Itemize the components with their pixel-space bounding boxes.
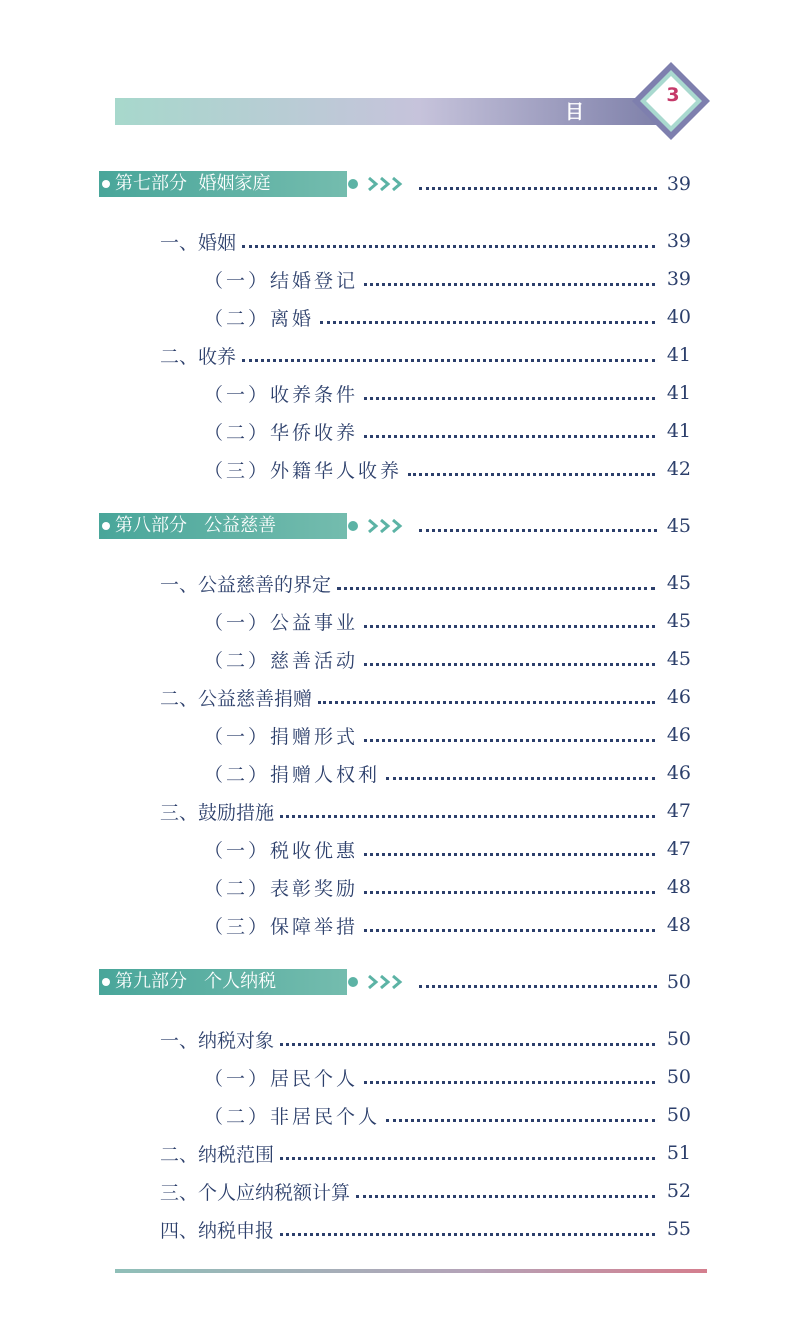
- entry-title: （二）表彰奖励: [204, 877, 359, 900]
- page-ref: 45: [666, 572, 691, 594]
- dot-leader: [280, 813, 655, 818]
- dot-leader: [242, 243, 655, 248]
- page-ref: 47: [666, 800, 691, 822]
- entry-title: 一、公益慈善的界定: [160, 573, 332, 596]
- page-ref: 51: [666, 1142, 691, 1164]
- page-ref: 47: [666, 838, 691, 860]
- toc-subentry[interactable]: [204, 874, 691, 900]
- dot-leader: [419, 975, 657, 988]
- dot-leader: [364, 281, 655, 286]
- part-title: 第七部分 婚姻家庭: [115, 173, 271, 194]
- part-heading-7[interactable]: [99, 171, 691, 197]
- dot-leader: [419, 519, 657, 532]
- entry-title: （二）离婚: [204, 307, 315, 330]
- dot-leader: [364, 623, 655, 628]
- entry-title: 一、纳税对象: [160, 1029, 275, 1052]
- toc-entry[interactable]: [160, 1026, 691, 1052]
- part-title: 第八部分 公益慈善: [115, 515, 277, 536]
- entry-title: 三、鼓励措施: [160, 801, 275, 824]
- page-ref: 50: [666, 971, 691, 993]
- page-number: 3: [666, 84, 680, 106]
- page-ref: 46: [666, 724, 691, 746]
- entry-title: 二、收养: [160, 345, 237, 368]
- toc-entry[interactable]: [160, 570, 691, 596]
- page-ref: 50: [666, 1066, 691, 1088]
- entry-title: （二）华侨收养: [204, 421, 359, 444]
- toc-subentry[interactable]: [204, 304, 691, 330]
- toc-subentry[interactable]: [204, 418, 691, 444]
- dot-leader: [419, 177, 657, 190]
- entry-title: 三、个人应纳税额计算: [160, 1181, 351, 1204]
- chevrons-right-icon: [367, 175, 407, 193]
- toc-subentry[interactable]: [204, 646, 691, 672]
- toc-subentry[interactable]: [204, 722, 691, 748]
- page-ref: 41: [666, 382, 691, 404]
- dot-leader: [356, 1193, 655, 1198]
- page-ref: 41: [666, 344, 691, 366]
- part-heading-9[interactable]: [99, 969, 691, 995]
- dot-leader: [364, 661, 655, 666]
- entry-title: （一）税收优惠: [204, 839, 359, 862]
- dot-leader: [280, 1231, 655, 1236]
- dot-leader: [408, 471, 655, 476]
- dot-leader: [280, 1155, 655, 1160]
- toc-entry[interactable]: [160, 798, 691, 824]
- page-ref: 42: [666, 458, 691, 480]
- toc-subentry[interactable]: [204, 380, 691, 406]
- bullet-dot: [348, 179, 358, 189]
- bullet-dot: [348, 977, 358, 987]
- page-ref: 40: [666, 306, 691, 328]
- entry-title: （二）慈善活动: [204, 649, 359, 672]
- chevrons-right-icon: [367, 517, 407, 535]
- dot-leader: [242, 357, 655, 362]
- dot-leader: [320, 319, 655, 324]
- chevrons-right-icon: [367, 973, 407, 991]
- page-ref: 45: [666, 610, 691, 632]
- entry-title: 二、公益慈善捐赠: [160, 687, 313, 710]
- dot-leader: [280, 1041, 655, 1046]
- page-ref: 41: [666, 420, 691, 442]
- toc-subentry[interactable]: [204, 608, 691, 634]
- page-title: 目 录: [565, 101, 597, 147]
- page-ref: 39: [666, 230, 691, 252]
- entry-title: （一）收养条件: [204, 383, 359, 406]
- toc-subentry[interactable]: [204, 266, 691, 292]
- entry-title: 二、纳税范围: [160, 1143, 275, 1166]
- dot-leader: [364, 1079, 655, 1084]
- page-ref: 48: [666, 914, 691, 936]
- page-ref: 48: [666, 876, 691, 898]
- page-ref: 39: [666, 268, 691, 290]
- page-ref: 52: [666, 1180, 691, 1202]
- toc-entry[interactable]: [160, 1178, 691, 1204]
- page-ref: 50: [666, 1104, 691, 1126]
- page-ref: 39: [666, 173, 691, 195]
- bullet-dot: [102, 522, 110, 530]
- entry-title: （二）非居民个人: [204, 1105, 381, 1128]
- toc-subentry[interactable]: [204, 912, 691, 938]
- dot-leader: [337, 585, 655, 590]
- entry-title: （一）结婚登记: [204, 269, 359, 292]
- toc-entry[interactable]: [160, 1216, 691, 1242]
- dot-leader: [318, 699, 655, 704]
- toc-entry[interactable]: [160, 228, 691, 254]
- entry-title: （二）捐赠人权利: [204, 763, 381, 786]
- entry-title: （一）捐赠形式: [204, 725, 359, 748]
- toc-subentry[interactable]: [204, 456, 691, 482]
- dot-leader: [364, 889, 655, 894]
- part-title: 第九部分 个人纳税: [115, 971, 277, 992]
- bullet-dot: [102, 180, 110, 188]
- bullet-dot: [348, 521, 358, 531]
- entry-title: （一）公益事业: [204, 611, 359, 634]
- dot-leader: [364, 851, 655, 856]
- entry-title: 一、婚姻: [160, 231, 237, 254]
- page-ref: 46: [666, 686, 691, 708]
- bullet-dot: [102, 978, 110, 986]
- toc-subentry[interactable]: [204, 1064, 691, 1090]
- part-heading-8[interactable]: [99, 513, 691, 539]
- entry-title: （三）外籍华人收养: [204, 459, 403, 482]
- dot-leader: [364, 737, 655, 742]
- dot-leader: [364, 395, 655, 400]
- dot-leader: [364, 927, 655, 932]
- page-ref: 55: [666, 1218, 691, 1240]
- page-ref: 45: [666, 515, 691, 537]
- toc-entry[interactable]: [160, 342, 691, 368]
- toc-entry[interactable]: [160, 684, 691, 710]
- toc-entry[interactable]: [160, 1140, 691, 1166]
- dot-leader: [386, 1117, 655, 1122]
- page-ref: 46: [666, 762, 691, 784]
- dot-leader: [364, 433, 655, 438]
- entry-title: 四、纳税申报: [160, 1219, 275, 1242]
- entry-title: （三）保障举措: [204, 915, 359, 938]
- dot-leader: [386, 775, 655, 780]
- toc-subentry[interactable]: [204, 836, 691, 862]
- toc-subentry[interactable]: [204, 760, 691, 786]
- page-ref: 50: [666, 1028, 691, 1050]
- footer-rule: [115, 1269, 707, 1273]
- page-ref: 45: [666, 648, 691, 670]
- entry-title: （一）居民个人: [204, 1067, 359, 1090]
- toc-subentry[interactable]: [204, 1102, 691, 1128]
